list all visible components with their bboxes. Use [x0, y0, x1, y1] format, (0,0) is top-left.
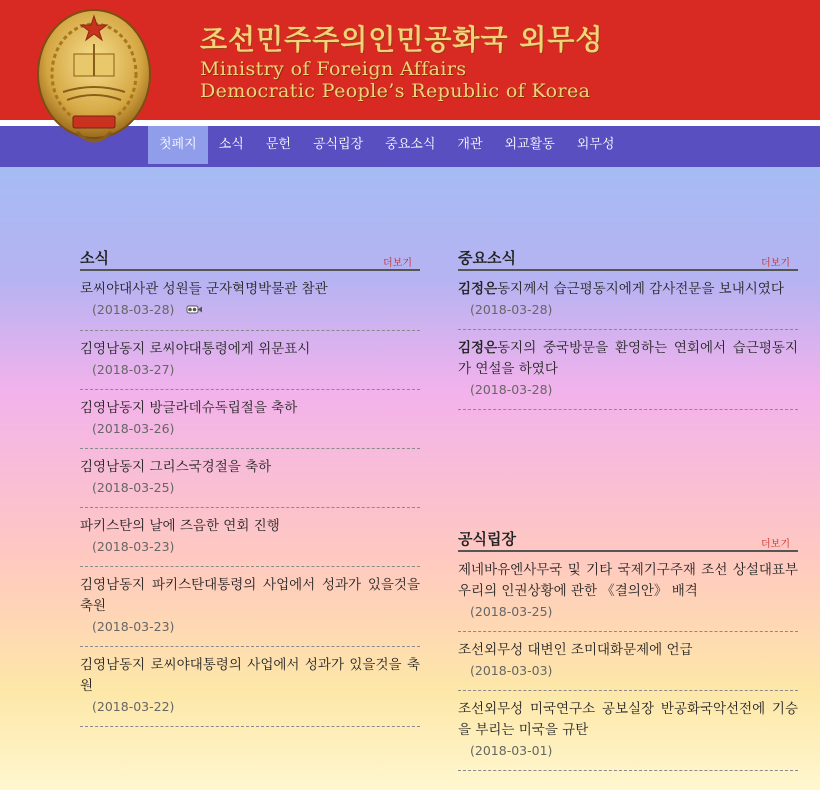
official-section-title: 공식립장 — [458, 530, 516, 548]
news-item-date: (2018-03-23) — [92, 538, 175, 554]
list-item — [80, 449, 420, 508]
nav-item-news[interactable]: 소식 — [218, 137, 244, 152]
important-item-text: 동지께서 습근평동지에게 감사전문을 보내시였다 — [497, 281, 784, 297]
official-item-date: (2018-03-25) — [470, 604, 553, 619]
national-emblem-icon[interactable] — [33, 4, 155, 154]
leader-name: 김정은 — [458, 340, 498, 356]
news-item-title[interactable]: 파키스탄의 날에 즈음한 연회 진행 — [80, 517, 280, 534]
site-title-english-line1: Ministry of Foreign Affairs — [200, 58, 467, 80]
news-item-date: (2018-03-26) — [92, 420, 175, 436]
important-section-title: 중요소식 — [458, 249, 516, 267]
news-item-title[interactable]: 김영남동지 로씨야대통령에게 위문표시 — [80, 340, 311, 357]
news-item-date: (2018-03-28) — [92, 302, 175, 317]
news-item-title[interactable]: 김영남동지 방글라데슈독립절을 축하 — [80, 399, 298, 416]
important-item-title[interactable] — [458, 279, 798, 300]
news-item-title[interactable]: 김영남동지 파키스탄대통령의 사업에서 성과가 있을것을 축원 — [80, 576, 420, 614]
leader-name: 김정은 — [458, 281, 498, 297]
important-item-title[interactable] — [458, 338, 798, 380]
news-more-link[interactable]: 더보기 — [383, 258, 412, 269]
list-item — [80, 331, 420, 390]
official-more-link[interactable]: 더보기 — [761, 539, 790, 550]
news-item-date: (2018-03-23) — [92, 618, 175, 634]
news-item-date: (2018-03-27) — [92, 361, 175, 377]
nav-item-important-news[interactable]: 중요소식 — [385, 137, 436, 152]
important-item-text: 동지의 중국방문을 환영하는 연회에서 습근평동지가 연설을 하였다 — [458, 340, 798, 377]
news-item-title[interactable]: 로씨야대사관 성원들 군자혁명박물관 참관 — [80, 281, 328, 297]
list-item — [458, 330, 798, 410]
list-item — [80, 271, 420, 331]
list-item — [458, 632, 798, 691]
nav-item-overview[interactable]: 개관 — [457, 137, 483, 152]
official-item-date: (2018-03-03) — [470, 663, 553, 678]
list-item — [80, 390, 420, 449]
news-section-title: 소식 — [80, 249, 109, 267]
nav-item-documents[interactable]: 문헌 — [265, 137, 291, 152]
list-item — [80, 508, 420, 567]
official-item-title[interactable]: 조선외무성 대변인 조미대화문제에 언급 — [458, 642, 693, 658]
news-item-title[interactable]: 김영남동지 그리스국경절을 축하 — [80, 458, 272, 475]
important-item-date: (2018-03-28) — [470, 302, 553, 317]
list-item — [458, 271, 798, 330]
site-title-korean: 조선민주주의인민공화국 외무성 — [200, 23, 604, 56]
video-camera-icon[interactable] — [186, 301, 203, 321]
news-item-date: (2018-03-25) — [92, 479, 175, 495]
site-title-english-line2: Democratic People’s Republic of Korea — [200, 80, 591, 102]
nav-item-diplomatic-activities[interactable]: 외교활동 — [504, 137, 555, 152]
official-item-date: (2018-03-01) — [470, 743, 553, 758]
news-section — [80, 250, 420, 727]
nav-item-official-stance[interactable]: 공식립장 — [312, 137, 364, 152]
list-item — [458, 552, 798, 632]
news-item-date: (2018-03-22) — [92, 698, 175, 714]
nav-item-ministry[interactable]: 외무성 — [576, 137, 615, 152]
important-more-link[interactable]: 더보기 — [761, 258, 790, 269]
list-item — [80, 647, 420, 727]
news-item-title[interactable]: 김영남동지 로씨야대통령의 사업에서 성과가 있을것을 축원 — [80, 656, 420, 694]
list-item — [458, 691, 798, 771]
news-section-header — [80, 250, 420, 271]
official-section-header — [458, 531, 798, 552]
official-stance-section — [458, 531, 798, 771]
important-section-header — [458, 250, 798, 271]
nav-item-home[interactable]: 첫페지 — [148, 126, 208, 164]
official-item-title[interactable]: 제네바유엔사무국 및 기타 국제기구주재 조선 상설대표부 우리의 인권상황에 관한 《결의안》 배격 — [458, 562, 798, 599]
important-item-date: (2018-03-28) — [470, 382, 553, 397]
list-item — [80, 567, 420, 647]
main-nav — [148, 126, 625, 164]
official-item-title[interactable]: 조선외무성 미국연구소 공보실장 반공화국악선전에 기승을 부리는 미국을 규탄 — [458, 701, 798, 738]
important-news-section — [458, 250, 798, 410]
